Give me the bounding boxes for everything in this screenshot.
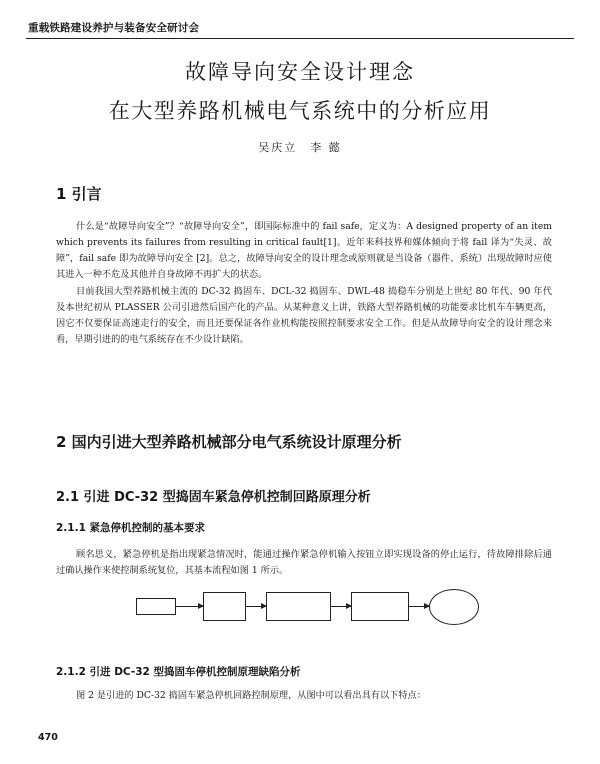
section-1-paragraph-1: 什么是“故障导向安全”？“故障导向安全”，即国际标准中的 fail safe，定义为：A designed property of an item which prevents its failures from resulting in critical fault[1]。近年来科技界和媒体倾向于将 fail 译为“失灵、故障”，fail safe 即为故障导向安全 [2]。总之，故障导向安全的设计理念或原则就是当设备（器件、系统）出现故障时应使其进入一种不危及其他并自身故障不再扩大的状态。 xyxy=(56,221,552,280)
figure-1-flowchart xyxy=(0,592,600,628)
section-2-1-1-heading: 2.1.1 紧急停机控制的基本要求 xyxy=(56,522,206,534)
journal-header: 重载铁路建设养护与装备安全研讨会 xyxy=(28,22,200,34)
section-2-1-1-paragraph: 顾名思义，紧急停机是指出现紧急情况时，能通过操作紧急停机输入按钮立即实现设备的停止运行，待故障排除后通过确认操作来使控制系统复位，其基本流程如图 1 所示。 xyxy=(56,549,552,576)
flow-arrow-2 xyxy=(246,606,266,607)
flow-arrow-4 xyxy=(409,606,429,607)
section-2-1-heading: 2.1 引进 DC-32 型捣固车紧急停机控制回路原理分析 xyxy=(56,490,371,505)
section-1-heading: 1 引言 xyxy=(56,185,102,203)
paper-authors: 吴庆立 李 懿 xyxy=(258,141,342,154)
flow-box-press-button xyxy=(203,592,246,621)
section-2-1-2-heading: 2.1.2 引进 DC-32 型捣固车停机控制原理缺陷分析 xyxy=(56,666,301,678)
section-1-paragraph-2: 目前我国大型养路机械主流的 DC-32 捣固车、DCL-32 捣固车、DWL-48 捣稳车分别是上世纪 80 年代、90 年代及本世纪初从 PLASSER 公司引进然后国产化的产品。从某种意义上讲，铁路大型养路机械的功能要求比机车车辆更高，因它不仅要保证高速走行的安全，而且还要保证各作业机构能按照控制要求安全工作。但是从故障导向安全的设计理念来看，早期引进的的电气系统存在不少设计缺陷。 xyxy=(56,286,552,345)
paper-title-line1: 故障导向安全设计理念 xyxy=(185,60,415,84)
page-number: 470 xyxy=(38,732,58,743)
section-2-1-2-paragraph: 图 2 是引进的 DC-32 捣固车紧急停机回路控制原理，从图中可以看出具有以下特点： xyxy=(76,690,426,701)
flow-box-engine-stop xyxy=(351,592,409,621)
flow-arrow-3 xyxy=(331,606,351,607)
section-2-1-1-body xyxy=(56,547,552,579)
section-2-heading: 2 国内引进大型养路机械部分电气系统设计原理分析 xyxy=(56,433,402,451)
flow-arrow-1 xyxy=(176,606,203,607)
section-2-1-2-body xyxy=(56,688,552,704)
flow-box-control-unit xyxy=(266,592,331,621)
section-1-body xyxy=(56,219,552,348)
paper-title-line2: 在大型养路机械电气系统中的分析应用 xyxy=(108,99,492,123)
flow-ellipse-reset xyxy=(429,589,479,625)
header-rule xyxy=(26,38,574,39)
flow-box-emergency xyxy=(136,598,176,615)
